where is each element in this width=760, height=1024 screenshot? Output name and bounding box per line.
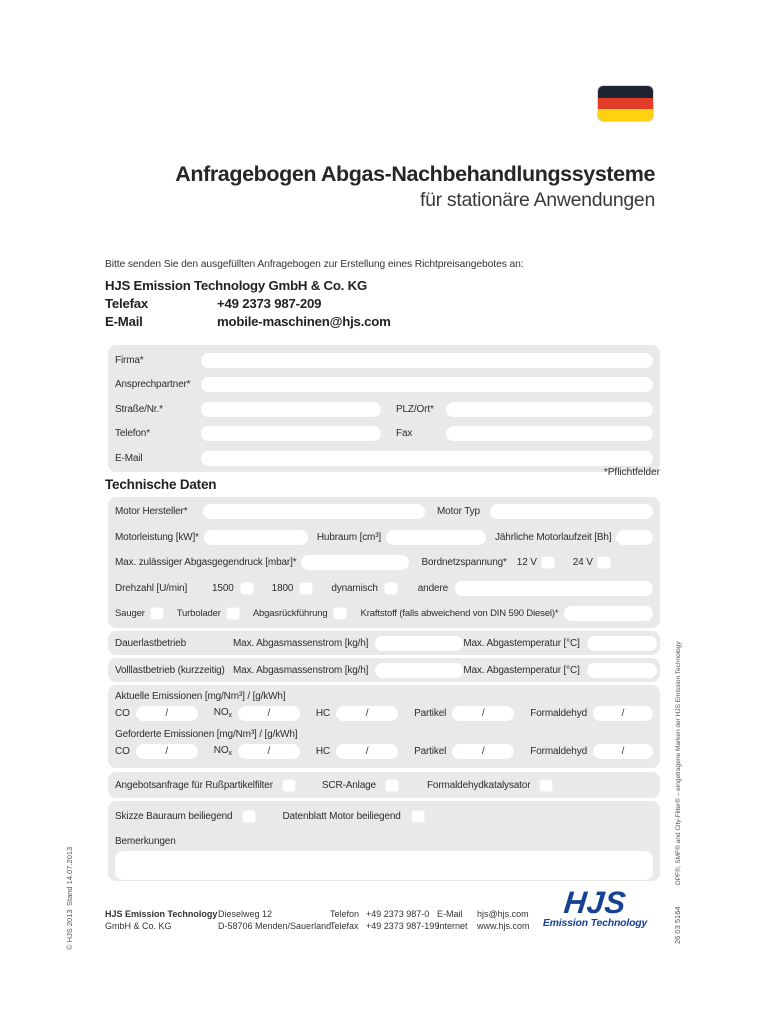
- angebotsanfrage-label: Angebotsanfrage für Rußpartikelfilter: [115, 779, 273, 791]
- angebotsanfrage-box: [108, 772, 660, 798]
- motorlaufzeit-input[interactable]: [616, 530, 653, 545]
- formaldehyd-label: Formaldehyd: [530, 745, 587, 757]
- hc-group: [316, 706, 398, 721]
- aktuelle-emissionen-heading: Aktuelle Emissionen [mg/Nm³] / [g/kWh]: [115, 691, 286, 702]
- hubraum-label: Hubraum [cm³]: [316, 531, 382, 543]
- nox-aktuell-input[interactable]: [238, 706, 300, 721]
- formaldehyd-group: [530, 744, 653, 759]
- footer-address: [218, 908, 331, 932]
- slash: /: [621, 745, 625, 757]
- flag-gold-band: [598, 109, 653, 121]
- slash: /: [481, 745, 485, 757]
- partikel-group: [414, 744, 514, 759]
- firma-input[interactable]: [201, 353, 653, 368]
- bordnetzspannung-label: Bordnetzspannung*: [421, 557, 507, 569]
- title-line-1: Anfragebogen Abgas-Nachbehandlungssysteme: [175, 162, 655, 186]
- slash: /: [165, 745, 169, 757]
- nox-group: [214, 744, 300, 759]
- slash: /: [481, 707, 485, 719]
- co-group: [115, 744, 198, 759]
- contact-email-label: E-Mail: [115, 452, 143, 464]
- motorleistung-label: Motorleistung [kW]*: [115, 531, 199, 543]
- angebotsanfrage-row: [115, 772, 653, 798]
- intro-telefax: [105, 295, 524, 313]
- motorleistung-input[interactable]: [204, 530, 308, 545]
- andere-label: andere: [417, 582, 449, 594]
- co-gefordert-input[interactable]: [136, 744, 198, 759]
- ansprechpartner-row: [115, 373, 653, 398]
- footer-company-form: GmbH & Co. KG: [105, 921, 172, 931]
- flag-red-band: [598, 98, 653, 110]
- hc-aktuell-input[interactable]: [336, 706, 398, 721]
- volllast-label: Volllastbetrieb (kurzzeitig): [115, 664, 225, 676]
- motor-hersteller-input[interactable]: [203, 504, 425, 519]
- document-title: [175, 160, 655, 213]
- ansprechpartner-label: Ansprechpartner*: [115, 379, 191, 391]
- partikel-gefordert-input[interactable]: [452, 744, 514, 759]
- right-vertical-code: 26 03 5164: [673, 906, 682, 944]
- firma-label: Firma*: [115, 354, 144, 366]
- dauerlast-row: [115, 631, 653, 655]
- footer-fax-line: Telefax +49 2373 987-199: [330, 921, 440, 931]
- slash: /: [165, 707, 169, 719]
- volllast-temperatur-label: Max. Abgastemperatur [°C]: [463, 664, 580, 676]
- ansaugung-row: [115, 601, 653, 627]
- kraftstoff-label: Kraftstoff (falls abweichend von DIN 590 Diesel)*: [360, 608, 559, 620]
- hjs-logo-subtext: Emission Technology: [542, 917, 648, 929]
- agr-label: Abgasrückführung: [252, 608, 328, 620]
- kraftstoff-input[interactable]: [564, 606, 653, 621]
- dauerlast-label: Dauerlastbetrieb: [115, 637, 186, 649]
- geforderte-emissionen-heading: Geforderte Emissionen [mg/Nm³] / [g/kWh]: [115, 729, 298, 740]
- co-label: CO: [115, 707, 130, 719]
- plz-input[interactable]: [446, 402, 653, 417]
- drehzahl-label: Drehzahl [U/min]: [115, 582, 188, 594]
- checkbox-sauger[interactable]: [150, 607, 164, 620]
- footer-city: D-58706 Menden/Sauerland: [218, 921, 332, 931]
- slash: /: [365, 707, 369, 719]
- bemerkungen-textarea[interactable]: [115, 851, 653, 880]
- slash: /: [365, 745, 369, 757]
- volllast-temperatur-input[interactable]: [587, 663, 657, 678]
- footer-company: [105, 908, 217, 932]
- partikel-label: Partikel: [414, 745, 447, 757]
- nox-gefordert-input[interactable]: [238, 744, 300, 759]
- intro-company: HJS Emission Technology GmbH & Co. KG: [105, 278, 367, 293]
- slash: /: [621, 707, 625, 719]
- checkbox-formaldehydkat[interactable]: [539, 779, 553, 792]
- partikel-group: [414, 706, 514, 721]
- checkbox-agr[interactable]: [333, 607, 347, 620]
- telefon-label: Telefon*: [115, 428, 150, 440]
- dauerlast-massenstrom-label: Max. Abgasmassenstrom [kg/h]: [233, 637, 369, 649]
- hc-label: HC: [315, 707, 331, 719]
- 12v-label: 12 V: [516, 557, 537, 569]
- geforderte-emissionen-row: [115, 741, 653, 761]
- leistung-row: [115, 525, 653, 551]
- checkbox-scr[interactable]: [385, 779, 399, 792]
- co-group: [115, 706, 198, 721]
- motor-hersteller-label: Motor Hersteller*: [115, 506, 188, 518]
- volllast-massenstrom-input[interactable]: [375, 663, 463, 678]
- motor-typ-label: Motor Typ: [437, 506, 480, 518]
- ansprechpartner-input[interactable]: [201, 377, 653, 392]
- hc-group: [316, 744, 398, 759]
- nox-group: [214, 706, 300, 721]
- turbolader-label: Turbolader: [176, 608, 221, 620]
- email-label: E-Mail: [105, 314, 143, 329]
- formaldehyd-group: [530, 706, 653, 721]
- volllast-box: [108, 658, 660, 682]
- aktuelle-emissionen-row: [115, 703, 653, 723]
- left-vertical-stand: Stand 14.07.2013: [65, 846, 74, 906]
- email-row: [115, 446, 653, 471]
- co-label: CO: [115, 745, 130, 757]
- 1800-label: 1800: [271, 582, 294, 594]
- contact-box: [108, 345, 660, 472]
- flag-black-band: [598, 86, 653, 98]
- gegendruck-row: [115, 550, 653, 576]
- strasse-input[interactable]: [201, 402, 381, 417]
- right-vertical-trademark: DPF®, SMF® and City-Filter® – eingetragene Marken der HJS Emission Technology: [675, 641, 682, 885]
- checkbox-dynamisch[interactable]: [384, 582, 398, 595]
- checkbox-1800[interactable]: [299, 582, 313, 595]
- volllast-massenstrom-label: Max. Abgasmassenstrom [kg/h]: [233, 664, 369, 676]
- footer-phone-line: Telefon +49 2373 987-0: [330, 909, 430, 919]
- dauerlast-temperatur-input[interactable]: [587, 636, 657, 651]
- intro-instruction: Bitte senden Sie den ausgefüllten Anfragebogen zur Erstellung eines Richtpreisangebotes an:: [105, 259, 524, 270]
- slash: /: [267, 707, 271, 719]
- scr-label: SCR-Anlage: [321, 779, 376, 791]
- hubraum-input[interactable]: [386, 530, 486, 545]
- skizze-label: Skizze Bauraum beiliegend: [115, 810, 233, 822]
- telefon-input[interactable]: [201, 426, 381, 441]
- checkbox-russpartikelfilter[interactable]: [282, 779, 296, 792]
- title-line-2: für stationäre Anwendungen: [419, 189, 655, 211]
- checkbox-1500[interactable]: [240, 582, 254, 595]
- formaldehyd-label: Formaldehyd: [530, 707, 587, 719]
- left-vertical-copyright: © HJS 2013: [65, 909, 74, 950]
- andere-drehzahl-input[interactable]: [455, 581, 653, 596]
- telefon-fax-row: [115, 422, 653, 447]
- nox-label: $NO_x$: [213, 707, 232, 719]
- co-aktuell-input[interactable]: [136, 706, 198, 721]
- hjs-logo: [531, 885, 659, 929]
- intro-block: [105, 259, 524, 331]
- dauerlast-temperatur-label: Max. Abgastemperatur [°C]: [463, 637, 580, 649]
- checkbox-24v[interactable]: [597, 556, 611, 569]
- footer-email-line: E-Mail hjs@hjs.com: [437, 909, 529, 919]
- technical-data-heading: Technische Daten: [105, 477, 217, 492]
- formaldehyd-gefordert-input[interactable]: [593, 744, 653, 759]
- fax-label: Fax: [396, 428, 413, 440]
- drehzahl-row: [115, 576, 653, 602]
- footer-internet-line: Internet www.hjs.com: [437, 921, 530, 931]
- intro-email: [105, 313, 524, 331]
- telefax-value: +49 2373 987-209: [217, 296, 322, 311]
- mandatory-note: *Pflichtfelder: [603, 467, 660, 478]
- formaldehydkat-label: Formaldehydkatalysator: [426, 779, 531, 791]
- checkbox-datenblatt[interactable]: [411, 810, 425, 823]
- checkbox-12v[interactable]: [541, 556, 555, 569]
- hjs-logo-text: HJS: [562, 885, 628, 920]
- partikel-aktuell-input[interactable]: [452, 706, 514, 721]
- footer-online: [437, 908, 530, 932]
- motorlaufzeit-label: Jährliche Motorlaufzeit [Bh]: [495, 531, 612, 543]
- plz-label: PLZ/Ort*: [396, 403, 434, 415]
- abgasgegendruck-input[interactable]: [301, 555, 409, 570]
- email-value: mobile-maschinen@hjs.com: [217, 314, 391, 329]
- german-flag-icon: [598, 86, 653, 121]
- hc-gefordert-input[interactable]: [336, 744, 398, 759]
- 1500-label: 1500: [212, 582, 234, 594]
- bemerkungen-label: Bemerkungen: [115, 836, 176, 847]
- strasse-label: Straße/Nr.*: [115, 403, 163, 415]
- anlagen-row: [115, 803, 653, 829]
- dynamisch-label: dynamisch: [331, 582, 378, 594]
- dauerlast-massenstrom-input[interactable]: [375, 636, 463, 651]
- emissions-box: [108, 685, 660, 768]
- footer-company-name: HJS Emission Technology: [105, 909, 218, 919]
- formaldehyd-aktuell-input[interactable]: [593, 706, 653, 721]
- sauger-label: Sauger: [115, 608, 145, 620]
- telefax-label: Telefax: [105, 296, 149, 311]
- footer-street: Dieselweg 12: [218, 909, 273, 919]
- nox-label: $NO_x$: [213, 745, 232, 757]
- motor-row: [115, 499, 653, 525]
- fax-input[interactable]: [446, 426, 653, 441]
- contact-email-input[interactable]: [201, 451, 653, 466]
- technical-box: [108, 497, 660, 628]
- datenblatt-label: Datenblatt Motor beiliegend: [282, 810, 401, 822]
- dauerlast-box: [108, 631, 660, 655]
- abgasgegendruck-label: Max. zulässiger Abgasgegendruck [mbar]*: [115, 557, 297, 569]
- hc-label: HC: [315, 745, 331, 757]
- footer-phone: [330, 908, 439, 932]
- firma-row: [115, 348, 653, 373]
- strasse-plz-row: [115, 397, 653, 422]
- slash: /: [267, 745, 271, 757]
- motor-typ-input[interactable]: [490, 504, 653, 519]
- anlagen-box: [108, 801, 660, 881]
- partikel-label: Partikel: [414, 707, 447, 719]
- checkbox-turbolader[interactable]: [226, 607, 240, 620]
- volllast-row: [115, 658, 653, 682]
- checkbox-skizze[interactable]: [242, 810, 256, 823]
- 24v-label: 24 V: [572, 557, 593, 569]
